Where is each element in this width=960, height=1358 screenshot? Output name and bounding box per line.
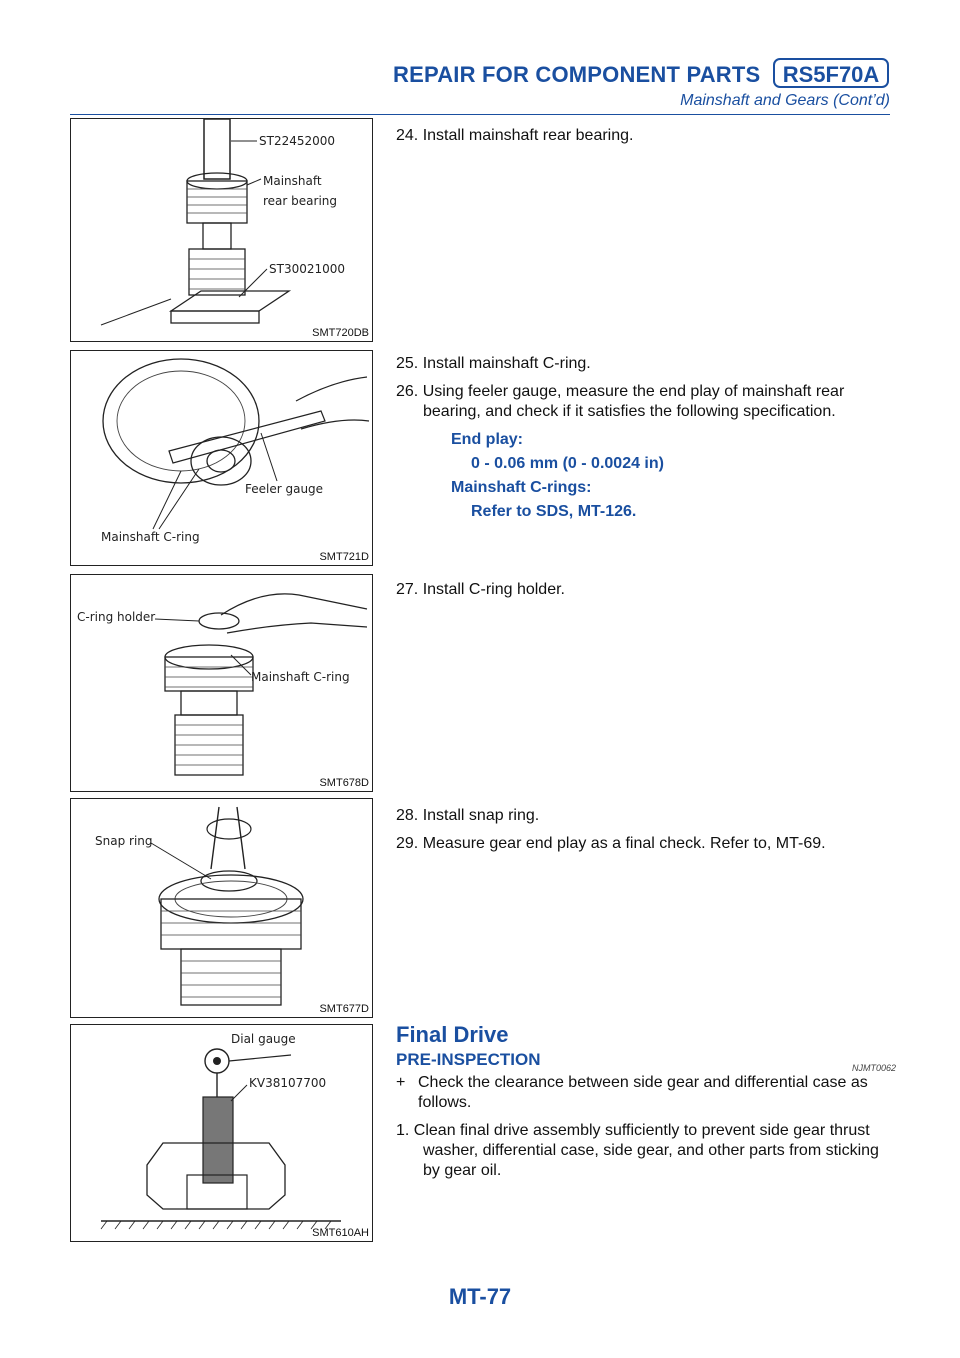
label-st22452000: ST22452000 (259, 134, 336, 148)
spec-c-rings-value: Refer to SDS, MT-126. (471, 503, 637, 520)
label-mainshaft: Mainshaft (263, 174, 322, 188)
figure-illustration (71, 1025, 372, 1241)
label-snap-ring: Snap ring (95, 834, 153, 848)
figure-smt677d (70, 798, 373, 1018)
section-title-final-drive: Final Drive (396, 1022, 509, 1047)
step-24-block (396, 126, 890, 154)
label-dial-gauge: Dial gauge (231, 1032, 296, 1046)
figure-smt721d (70, 350, 373, 566)
figure-smt678d (70, 574, 373, 792)
page-number: MT-77 (448, 1284, 512, 1309)
label-feeler-gauge: Feeler gauge (245, 482, 324, 496)
header-title: REPAIR FOR COMPONENT PARTS (393, 62, 761, 87)
step-25: 25. Install mainshaft C-ring. (396, 355, 591, 372)
figure-smt720db (70, 118, 373, 342)
bullet-marker: + (396, 1074, 406, 1091)
subsection-title-pre-inspection: PRE-INSPECTION (396, 1050, 541, 1069)
figure-illustration (71, 575, 372, 791)
header-divider (70, 114, 890, 115)
label-c-ring-holder: C-ring holder (77, 610, 156, 624)
figure-illustration (71, 799, 372, 1017)
model-badge: RS5F70A (773, 58, 889, 88)
bullet-text: Check the clearance between side gear and differential case as follows. (418, 1074, 868, 1111)
spec-end-play-value: 0 - 0.06 mm (0 - 0.0024 in) (471, 455, 664, 472)
figure-illustration (71, 119, 372, 341)
label-kv38107700: KV38107700 (249, 1076, 327, 1090)
label-st30021000: ST30021000 (269, 262, 346, 276)
label-mainshaft-c-ring: Mainshaft C-ring (101, 530, 200, 544)
reference-code: NJMT0062 (852, 1063, 897, 1073)
final-drive-body (396, 1073, 890, 1189)
step-25-26-block (396, 354, 890, 526)
step-26: 26. Using feeler gauge, measure the end play of mainshaft rear bearing, and check if it satisfies the following specification. (396, 383, 845, 420)
figure-code: SMT720DB (312, 327, 369, 339)
label-rear-bearing: rear bearing (263, 194, 337, 208)
step-27-block (396, 580, 890, 608)
label-mainshaft-c-ring: Mainshaft C-ring (251, 670, 350, 684)
step-29: 29. Measure gear end play as a final check. Refer to, MT-69. (396, 835, 826, 852)
spec-end-play-label: End play: (451, 431, 524, 448)
step-24: 24. Install mainshaft rear bearing. (396, 127, 634, 144)
step-28: 28. Install snap ring. (396, 807, 540, 824)
figure-code: SMT610AH (312, 1227, 369, 1239)
bullet-item (396, 1073, 890, 1113)
final-drive-step-1: 1. Clean final drive assembly sufficiently to prevent side gear thrust washer, differential case, side gear, and other parts from sticking by gear oil. (396, 1122, 879, 1179)
figure-code: SMT678D (319, 777, 369, 789)
figure-code: SMT721D (319, 551, 369, 563)
header-subtitle: Mainshaft and Gears (Cont’d) (680, 92, 890, 109)
figure-code: SMT677D (319, 1003, 369, 1015)
step-27: 27. Install C-ring holder. (396, 581, 565, 598)
spec-c-rings-label: Mainshaft C-rings: (451, 479, 592, 496)
step-28-29-block (396, 806, 890, 862)
figure-smt610ah (70, 1024, 373, 1242)
figure-illustration (71, 351, 372, 565)
